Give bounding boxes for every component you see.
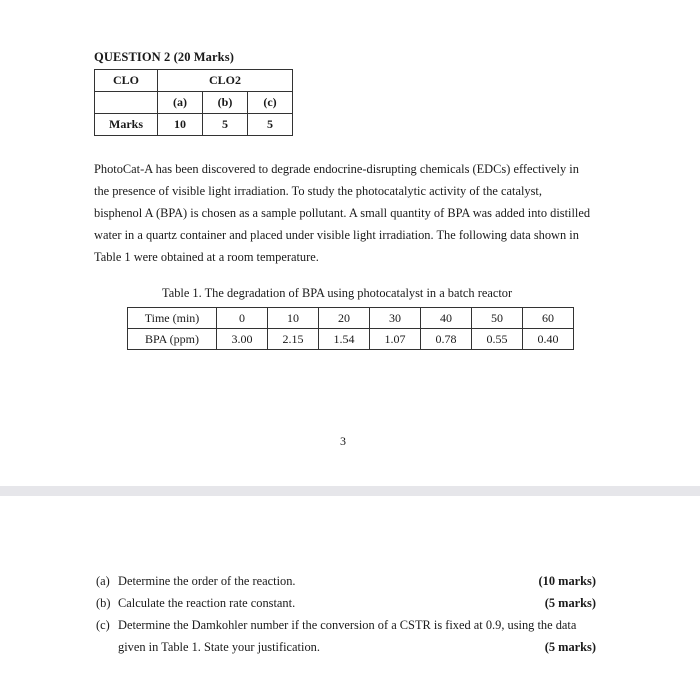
clo-empty-cell	[95, 92, 158, 114]
clo-marks-a: 10	[158, 114, 203, 136]
time-cell: 20	[319, 308, 370, 329]
question-marks-c: (5 marks)	[544, 640, 596, 654]
time-cell: 0	[217, 308, 268, 329]
bpa-cell: 0.55	[472, 329, 523, 350]
bpa-cell: 1.07	[370, 329, 421, 350]
bpa-cell: 2.15	[268, 329, 319, 350]
paragraph-line: Table 1 were obtained at a room temperature.	[94, 250, 319, 264]
table-row	[128, 329, 574, 350]
bpa-label: BPA (ppm)	[128, 329, 217, 350]
clo-marks-table	[94, 69, 293, 136]
clo-header-label: CLO	[95, 70, 158, 92]
clo-part-c: (c)	[248, 92, 293, 114]
question-marks-b: (5 marks)	[544, 596, 596, 610]
question-text: Determine the Damkohler number if the conversion of a CSTR is fixed at 0.9, using the data	[118, 618, 577, 632]
question-text: Determine the order of the reaction.	[118, 574, 296, 588]
time-cell: 40	[421, 308, 472, 329]
question-label: (a)	[96, 574, 110, 588]
question-continuation	[118, 640, 320, 655]
clo-part-a: (a)	[158, 92, 203, 114]
bpa-cell: 0.78	[421, 329, 472, 350]
paragraph-line: the presence of visible light irradiation. To study the photocatalytic activity of the catalyst,	[94, 184, 542, 198]
continuation-text: given in Table 1. State your justification.	[118, 640, 320, 654]
clo-marks-c: 5	[248, 114, 293, 136]
document-page-2	[0, 496, 700, 675]
bpa-cell: 1.54	[319, 329, 370, 350]
clo-marks-label: Marks	[95, 114, 158, 136]
table-row	[128, 308, 574, 329]
table1-caption: Table 1. The degradation of BPA using photocatalyst in a batch reactor	[162, 286, 513, 300]
question-title: QUESTION 2 (20 Marks)	[94, 50, 234, 64]
question-text: Calculate the reaction rate constant.	[118, 596, 296, 610]
clo-part-b: (b)	[203, 92, 248, 114]
page-number: 3	[340, 434, 346, 448]
clo-marks-b: 5	[203, 114, 248, 136]
question-marks-a: (10 marks)	[538, 574, 596, 588]
paragraph-line: bisphenol A (BPA) is chosen as a sample pollutant. A small quantity of BPA was added into distilled	[94, 206, 591, 220]
question-label: (c)	[96, 618, 110, 632]
time-cell: 30	[370, 308, 421, 329]
bpa-degradation-table	[127, 307, 574, 350]
time-cell: 50	[472, 308, 523, 329]
clo-header-value: CLO2	[158, 70, 293, 92]
time-label: Time (min)	[128, 308, 217, 329]
time-cell: 10	[268, 308, 319, 329]
paragraph-line: PhotoCat-A has been discovered to degrade endocrine-disrupting chemicals (EDCs) effectively in	[94, 162, 579, 176]
bpa-cell: 3.00	[217, 329, 268, 350]
bpa-cell: 0.40	[523, 329, 574, 350]
time-cell: 60	[523, 308, 574, 329]
paragraph-line: water in a quartz container and placed under visible light irradiation. The following data shown in	[94, 228, 579, 242]
question-label: (b)	[96, 596, 111, 610]
problem-paragraph	[94, 158, 598, 268]
